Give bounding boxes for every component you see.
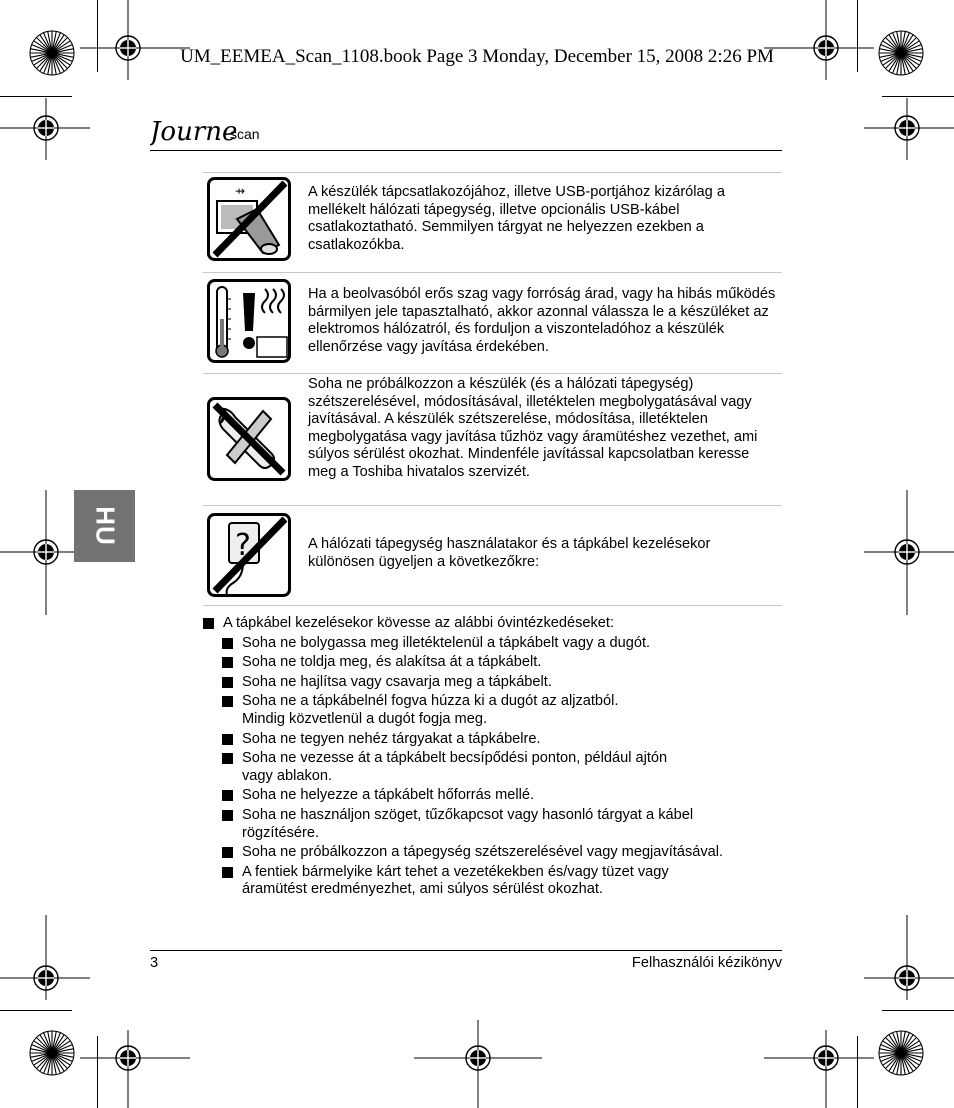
list-item xyxy=(222,635,803,653)
brand-word: scan xyxy=(230,126,260,142)
journe-scan-logo xyxy=(150,104,280,152)
bullet-square-icon xyxy=(222,696,233,707)
list-item xyxy=(222,674,803,692)
list-item-text: Soha ne toldja meg, és alakítsa át a tápkábelt. xyxy=(242,654,542,671)
power-adapter-caution-icon xyxy=(207,513,291,597)
list-item-text: Soha ne tegyen nehéz tárgyakat a tápkábelre. xyxy=(242,730,541,747)
svg-text:?: ? xyxy=(235,528,251,563)
warning-text: A készülék tápcsatlakozójához, illetve USB-portjához kizárólag a mellékelt hálózati tápegység, illetve opcionális USB-kábel csatlakoztatható. Semmilyen tárgyat ne helyezzen ezekben a csatlakozókba. xyxy=(308,184,725,253)
header-rule xyxy=(150,150,782,151)
list-item xyxy=(222,654,803,672)
bullet-square-icon xyxy=(222,847,233,858)
language-tab-hu xyxy=(74,490,135,562)
heat-smell-warning-icon xyxy=(207,279,291,363)
list-intro-text: A tápkábel kezelésekor kövesse az alábbi óvintézkedéseket: xyxy=(223,615,615,631)
bullet-square-icon xyxy=(203,618,214,629)
warning-text: Soha ne próbálkozzon a készülék (és a hálózati tápegység) szétszerelésével, módosításával, illetéktelen megbolygatásával vagy javításával. A készülék szétszerelése, módosítása, illetéktelen megbolygatása vagy javítása tűzhöz vagy áramütéshez vezethet, ami súlyos sérülést okozhat. Mindenféle javítással kapcsolatban keresse meg a Toshiba hivatalos szervizét. xyxy=(308,376,758,480)
print-header: UM_EEMEA_Scan_1108.book Page 3 Monday, December 15, 2008 2:26 PM xyxy=(180,46,774,67)
bullet-square-icon xyxy=(222,867,233,878)
no-disassembly-icon xyxy=(207,397,291,481)
bullet-square-icon xyxy=(222,734,233,745)
bullet-square-icon xyxy=(222,810,233,821)
list-item xyxy=(222,844,803,862)
no-objects-in-ports-icon xyxy=(207,177,291,261)
language-tab-label: HU xyxy=(90,506,120,546)
bullet-square-icon xyxy=(222,638,233,649)
row-divider xyxy=(203,272,782,273)
list-item-text: Soha ne helyezze a tápkábelt hőforrás mellé. xyxy=(242,787,535,804)
row-divider xyxy=(203,505,782,506)
list-item-text: Soha ne a tápkábelnél fogva húzza ki a dugót az aljzatból. Mindig közvetlenül a dugót fogja meg. xyxy=(242,693,619,727)
precaution-sublist xyxy=(222,635,803,899)
row-divider xyxy=(203,605,782,606)
svg-text:⇸: ⇸ xyxy=(235,184,246,198)
list-item xyxy=(222,693,803,728)
list-item xyxy=(222,787,803,805)
list-item xyxy=(222,864,803,899)
bullet-square-icon xyxy=(222,790,233,801)
list-item-text: A fentiek bármelyike kárt tehet a vezetékekben és/vagy tüzet vagy áramütést eredményezhet, ami súlyos sérülést okozhat. xyxy=(242,863,669,898)
brand-script-word: Journe xyxy=(150,117,238,147)
footer-rule xyxy=(150,950,782,951)
warning-text: A hálózati tápegység használatakor és a tápkábel kezelésekor különösen ügyeljen a következőkre: xyxy=(308,536,711,570)
list-item xyxy=(222,731,803,749)
list-item-text: Soha ne használjon szöget, tűzőkapcsot vagy hasonló tárgyat a kábel rögzítésére. xyxy=(242,806,694,841)
list-item-text: Soha ne bolygassa meg illetéktelenül a tápkábelt vagy a dugót. xyxy=(242,634,651,651)
bullet-square-icon xyxy=(222,657,233,668)
manual-title: Felhasználói kézikönyv xyxy=(631,955,782,971)
list-item-text: Soha ne próbálkozzon a tápegység szétszerelésével vagy megjavításával. xyxy=(242,844,724,861)
row-divider xyxy=(203,373,782,374)
row-divider xyxy=(203,172,782,173)
list-item-text: Soha ne vezesse át a tápkábelt becsípődési ponton, például ajtón vagy ablakon. xyxy=(242,750,668,784)
bullet-square-icon xyxy=(222,677,233,688)
power-cord-precautions xyxy=(203,615,803,901)
page-number: 3 xyxy=(150,955,159,971)
list-intro xyxy=(203,615,803,633)
list-item xyxy=(222,750,803,785)
warning-text: Ha a beolvasóból erős szag vagy forróság árad, vagy ha hibás működés bármilyen jele tapasztalható, akkor azonnal válassza le a készüléket az elektromos hálózatról, és forduljon a viszonteladóhoz a készülék ellenőrzése vagy javítása érdekében. xyxy=(308,286,776,355)
bullet-square-icon xyxy=(222,753,233,764)
list-item xyxy=(222,807,803,842)
list-item-text: Soha ne hajlítsa vagy csavarja meg a tápkábelt. xyxy=(242,673,552,690)
